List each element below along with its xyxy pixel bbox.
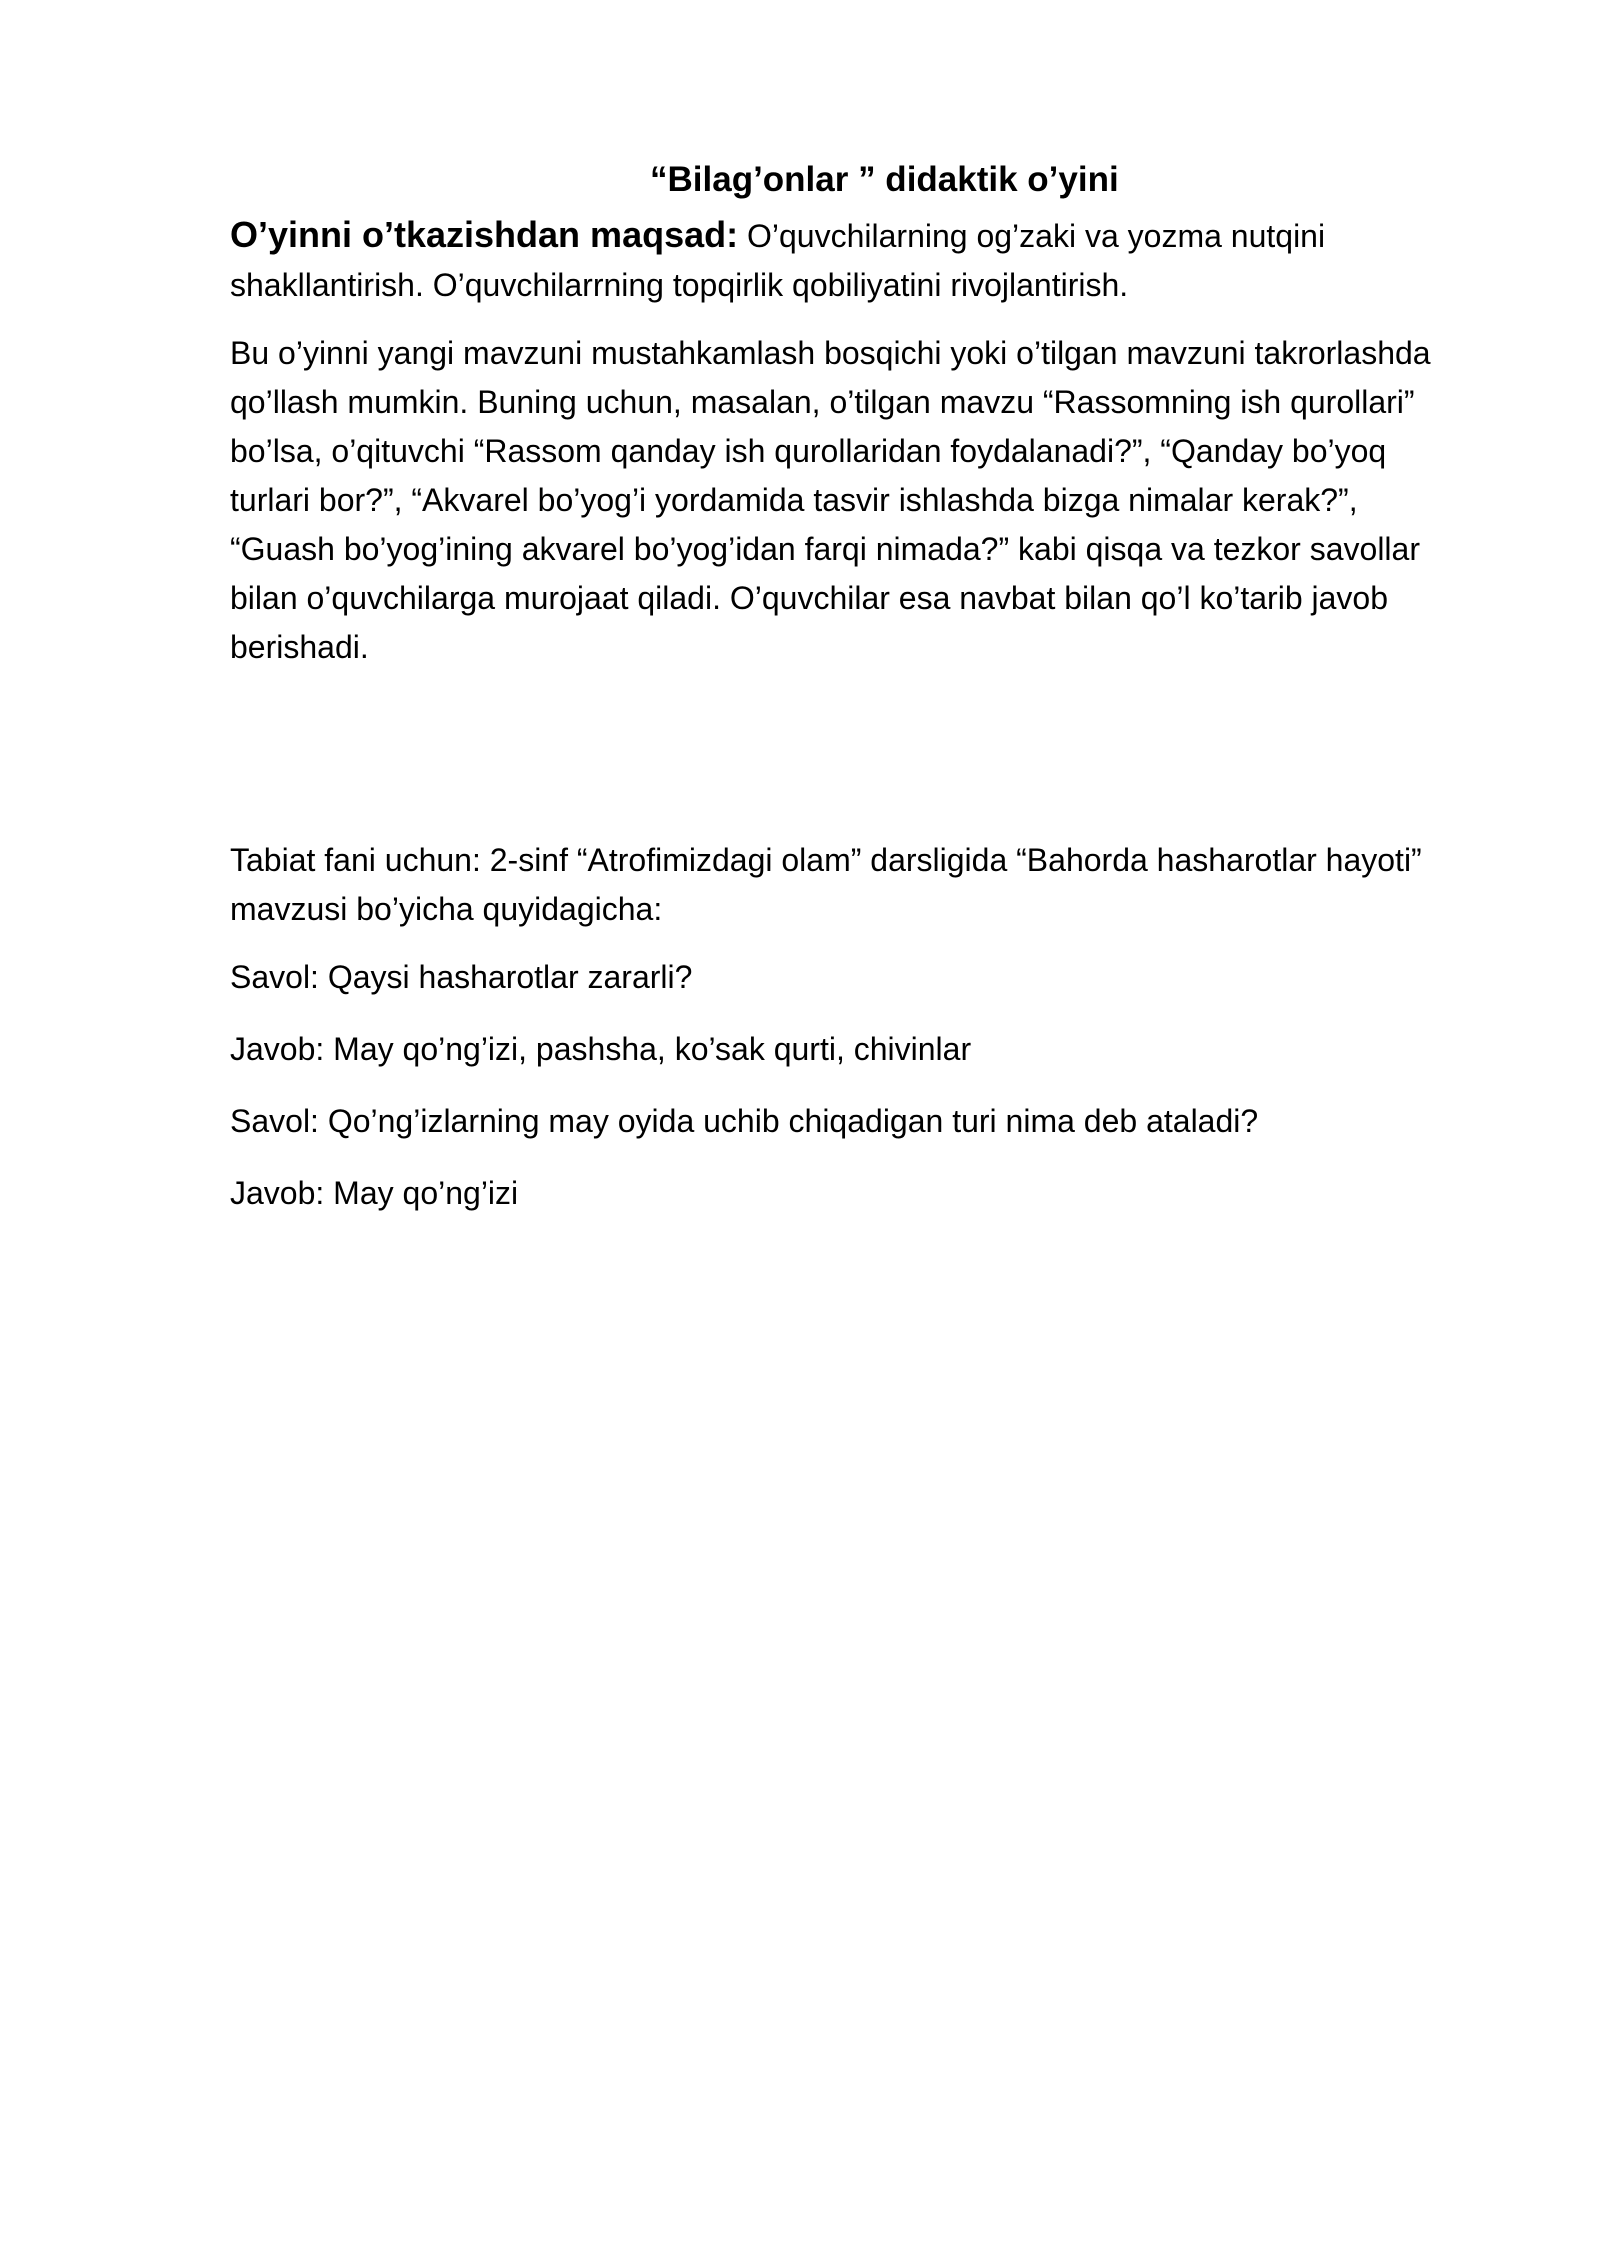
question-1: Savol: Qaysi hasharotlar zararli? (230, 959, 693, 995)
answer-1: Javob: May qo’ng’izi, pashsha, ko’sak qurti, chivinlar (230, 1031, 972, 1067)
answer-2: Javob: May qo’ng’izi (230, 1175, 519, 1211)
purpose-paragraph (230, 210, 1470, 310)
purpose-text: O’quvchilarning og’zaki va yozma nutqini shakllantirish. O’quvchilarrning topqirlik qobiliyatini rivojlantirish. (230, 218, 1326, 303)
document-title: “Bilag’onlar ” didaktik o’yini (650, 160, 1119, 199)
purpose-label: O’yinni o’tkazishdan maqsad: (230, 214, 739, 255)
blank-space (230, 691, 1470, 836)
nature-subject-paragraph: Tabiat fani uchun: 2-sinf “Atrofimizdagi olam” darsligida “Bahorda hasharotlar hayoti” mavzusi bo’yicha quyidagicha: (230, 842, 1422, 927)
question-2: Savol: Qo’ng’izlarning may oyida uchib chiqadigan turi nima deb ataladi? (230, 1103, 1259, 1139)
game-description-paragraph: Bu o’yinni yangi mavzuni mustahkamlash bosqichi yoki o’tilgan mavzuni takrorlashda qo’llash mumkin. Buning uchun, masalan, o’tilgan mavzu “Rassomning ish qurollari” bo’lsa, o’qituvchi “Rassom qanday ish qurollaridan foydalanadi?”, “Qanday bo’yoq turlari bor?”, “Akvarel bo’yog’i yordamida tasvir ishlashda bizga nimalar kerak?”, “Guash bo’yog’ining akvarel bo’yog’idan farqi nimada?” kabi qisqa va tezkor savollar bilan o’quvchilarga murojaat qiladi. O’quvchilar esa navbat bilan qo’l ko’tarib javob berishadi. (230, 335, 1431, 665)
document-page (230, 150, 1470, 1241)
